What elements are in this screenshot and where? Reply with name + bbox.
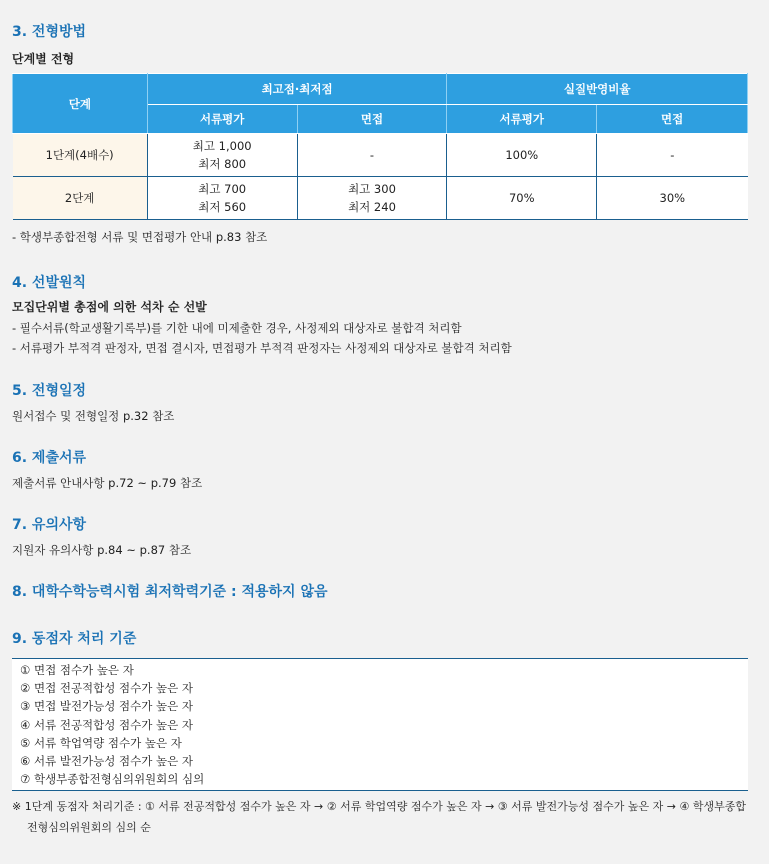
tie-break-criteria-box	[12, 658, 748, 791]
min-score: 최저 800	[198, 157, 247, 171]
min-score: 최저 560	[198, 200, 247, 214]
list-item: ③ 면접 발전가능성 점수가 높은 자	[20, 699, 194, 714]
list-item: ④ 서류 전공적합성 점수가 높은 자	[20, 717, 194, 732]
section-4-title: 4. 선발원칙	[12, 275, 87, 291]
table-header-ratio: 실질반영비율	[447, 74, 748, 105]
interview-ratio-cell: 30%	[597, 177, 748, 220]
table-header-doc: 서류평가	[447, 105, 597, 134]
list-item: ⑦ 학생부종합전형심의위원회의 심의	[20, 772, 205, 787]
table-row	[13, 134, 748, 177]
max-score: 최고 300	[348, 182, 396, 196]
section-8-title: 8. 대학수학능력시험 최저학력기준 : 적용하지 않음	[12, 584, 328, 600]
max-score: 최고 700	[198, 182, 247, 196]
stage-cell: 1단계(4배수)	[13, 134, 148, 177]
section-9-note-cont: 전형심의위원회의 심의 순	[27, 821, 151, 834]
section-4-subtitle: 모집단위별 총점에 의한 석차 순 선발	[12, 300, 207, 314]
table-header-doc: 서류평가	[147, 105, 297, 134]
section-5-text: 원서접수 및 전형일정 p.32 참조	[12, 409, 175, 423]
doc-score-cell	[147, 134, 297, 177]
list-item: ① 면접 점수가 높은 자	[20, 663, 134, 677]
interview-score-cell	[297, 177, 447, 220]
stage-cell: 2단계	[13, 177, 148, 220]
section-6-title: 6. 제출서류	[12, 450, 87, 466]
table-header-stage: 단계	[13, 74, 148, 134]
section-5-title: 5. 전형일정	[12, 383, 87, 399]
section-4-line: - 필수서류(학교생활기록부)를 기한 내에 미제출한 경우, 사정제외 대상자로 불합격 처리함	[12, 321, 462, 335]
table-header-interview: 면접	[297, 105, 447, 134]
section-4-line: - 서류평가 부적격 판정자, 면접 결시자, 면접평가 부적격 판정자는 사정제외 대상자로 불합격 처리함	[12, 341, 512, 355]
section-9-note: ※ 1단계 동점자 처리기준 : ① 서류 전공적합성 점수가 높은 자 → ② 서류 학업역량 점수가 높은 자 → ③ 서류 발전가능성 점수가 높은 자 → ④ 학생부종합	[12, 800, 746, 813]
section-9-title: 9. 동점자 처리 기준	[12, 631, 137, 647]
section-3-title: 3. 전형방법	[12, 24, 87, 40]
doc-score-cell	[147, 177, 297, 220]
list-item: ⑤ 서류 학업역량 점수가 높은 자	[20, 735, 182, 750]
stage-score-table	[12, 73, 748, 220]
section-7-text: 지원자 유의사항 p.84 ~ p.87 참조	[12, 543, 192, 557]
table-header-score-range: 최고점·최저점	[147, 74, 447, 105]
table-row	[13, 177, 748, 220]
section-3-subtitle: 단계별 전형	[12, 52, 75, 66]
doc-ratio-cell: 70%	[447, 177, 597, 220]
section-7-title: 7. 유의사항	[12, 517, 87, 533]
table-header-interview: 면접	[597, 105, 748, 134]
interview-score-cell: -	[297, 134, 447, 177]
min-score: 최저 240	[348, 200, 396, 214]
list-item: ② 면접 전공적합성 점수가 높은 자	[20, 681, 194, 696]
max-score: 최고 1,000	[192, 139, 252, 153]
interview-ratio-cell: -	[597, 134, 748, 177]
section-6-text: 제출서류 안내사항 p.72 ~ p.79 참조	[12, 476, 203, 490]
list-item: ⑥ 서류 발전가능성 점수가 높은 자	[20, 753, 194, 768]
doc-ratio-cell: 100%	[447, 134, 597, 177]
section-3-note: - 학생부종합전형 서류 및 면접평가 안내 p.83 참조	[12, 230, 268, 244]
